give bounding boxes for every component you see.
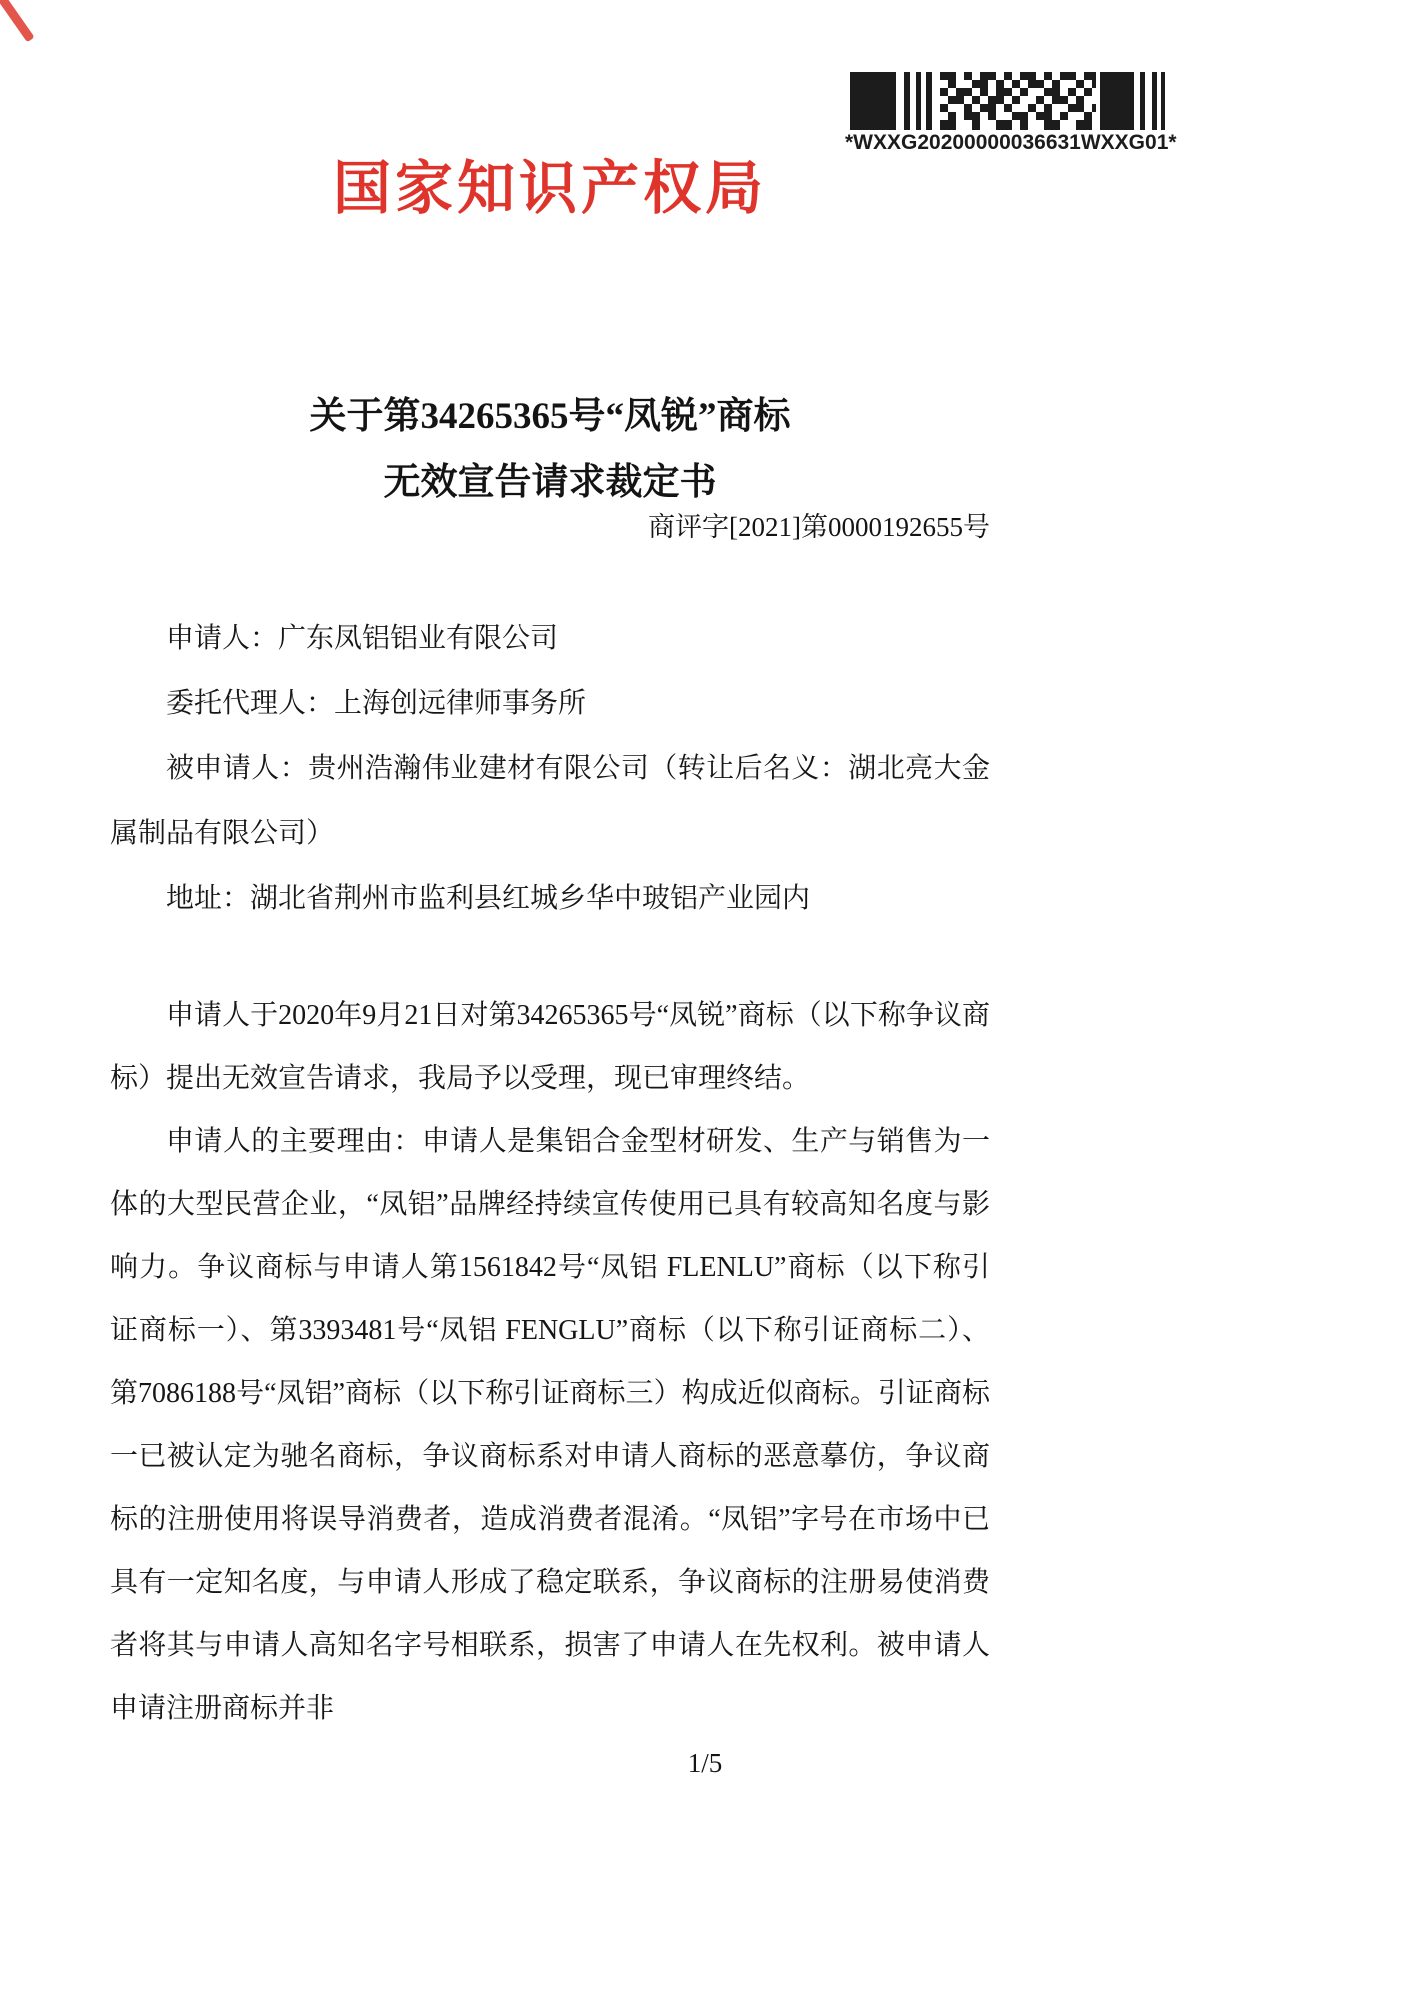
barcode-image <box>850 72 1170 130</box>
applicant-line: 申请人：广东凤铝铝业有限公司 <box>166 623 559 654</box>
parties-section <box>110 606 990 931</box>
barcode-block <box>845 72 1175 155</box>
agent-line: 委托代理人：上海创远律师事务所 <box>166 688 587 719</box>
respondent-line: 被申请人：贵州浩瀚伟业建材有限公司（转让后名义：湖北亮大金属制品有限公司） <box>110 753 990 849</box>
document-title-line2: 无效宣告请求裁定书 <box>383 462 717 503</box>
body-paragraph: 申请人于2020年9月21日对第34265365号“凤锐”商标（以下称争议商标）提出无效宣告请求，我局予以受理，现已审理终结。 <box>110 1000 990 1094</box>
barcode-text: *WXXG20200000036631WXXG01* <box>845 131 1177 154</box>
document-title-line1: 关于第34265365号“凤锐”商标 <box>309 396 791 437</box>
address-line: 地址：湖北省荆州市监利县红城乡华中玻铝产业园内 <box>166 883 811 914</box>
case-number: 商评字[2021]第0000192655号 <box>648 512 990 542</box>
agency-title: 国家知识产权局 <box>332 156 767 221</box>
document-title <box>110 384 990 516</box>
body-paragraph: 申请人的主要理由：申请人是集铝合金型材研发、生产与销售为一体的大型民营企业，“凤铝”品牌经持续宣传使用已具有较高知名度与影响力。争议商标与申请人第1561842号“凤铝 FLENLU”商标（以下称引证商标一）、第3393481号“凤铝 FENGLU”商标（以下称引证商标二）、第7086188号“凤铝”商标（以下称引证商标三）构成近似商标。引证商标一已被认定为驰名商标，争议商标系对申请人商标的恶意摹仿，争议商标的注册使用将误导消费者，造成消费者混淆。“凤铝”字号在市场中已具有一定知名度，与申请人形成了稳定联系，争议商标的注册易使消费者将其与申请人高知名字号相联系，损害了申请人在先权利。被申请人申请注册商标并非 <box>110 1126 990 1724</box>
decision-body <box>110 984 990 1740</box>
page-number: 1/5 <box>687 1748 723 1778</box>
corner-scan-mark <box>0 0 35 42</box>
